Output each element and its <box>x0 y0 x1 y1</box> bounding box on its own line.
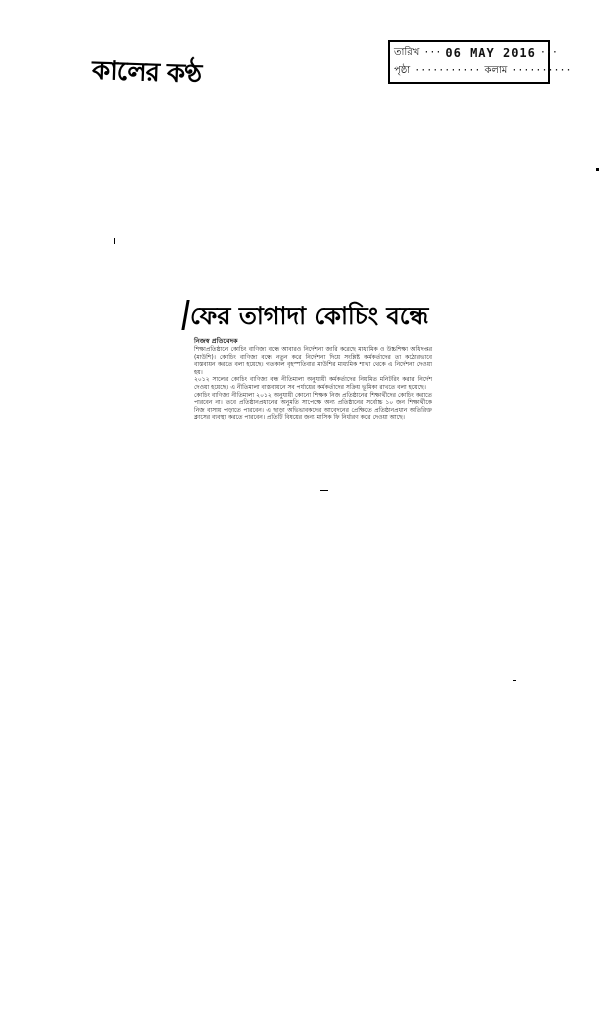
article-headline: ফের তাগাদা কোচিং বন্ধে <box>190 301 429 330</box>
stamp-column-label: কলাম <box>484 65 508 76</box>
clipping-end-mark <box>320 490 328 491</box>
stamp-page-label: পৃষ্ঠা <box>394 65 411 76</box>
stamp-date-value: 06 MAY 2016 <box>445 46 536 60</box>
scan-speck <box>596 168 599 171</box>
article-paragraph: ২০১২ সালের কোচিং বাণিজ্য বন্ধ নীতিমালা অনুযায়ী কর্মকর্তাদের নিয়মিত মনিটরিং করার নির্দেশ দেওয়া হয়েছে। এ নীতিমালা বাস্তবায়নে সব পর্যায়ের কর্মকর্তাদের সক্রিয় ভূমিকা রাখতে বলা হয়েছে। <box>194 376 432 391</box>
scan-speck <box>513 680 516 681</box>
newspaper-masthead: কালের কণ্ঠ <box>91 55 202 90</box>
article-byline: নিজস্ব প্রতিবেদক <box>194 337 238 345</box>
news-clipping <box>180 292 442 490</box>
article-body <box>194 346 432 422</box>
article-paragraph: শিক্ষাপ্রতিষ্ঠানে কোচিং বাণিজ্য বন্ধে আবারও নির্দেশনা জারি করেছে মাধ্যমিক ও উচ্চশিক্ষা অধিদপ্তর (মাউশি)। কোচিং বাণিজ্য বন্ধে নতুন করে নির্দেশনা দিয়ে সংশ্লিষ্ট কর্মকর্তাদের তা কঠোরভাবে বাস্তবায়ন করতে বলা হয়েছে। গতকাল বৃহস্পতিবার মাউশির মাধ্যমিক শাখা থেকে এ নির্দেশনা দেওয়া হয়। <box>194 346 432 376</box>
clipping-date-stamp: তারিখ ··· 06 MAY 2016 ··· পৃষ্ঠা ··········· কলাম ·········· <box>388 40 550 84</box>
article-paragraph: কোচিং বাণিজ্য নীতিমালা ২০১২ অনুযায়ী কোনো শিক্ষক নিজ প্রতিষ্ঠানের শিক্ষার্থীদের কোচিং করাতে পারবেন না। তবে প্রতিষ্ঠানপ্রধানের অনুমতি সাপেক্ষে অন্য প্রতিষ্ঠানের সর্বোচ্চ ১০ জন শিক্ষার্থীকে নিজ বাসায় পড়াতে পারবেন। এ ছাড়া অভিভাবকদের আবেদনের প্রেক্ষিতে প্রতিষ্ঠানপ্রধান অতিরিক্ত ক্লাসের ব্যবস্থা করতে পারবেন। প্রতিটি বিষয়ের জন্য মাসিক ফি নির্ধারণ করে দেওয়া আছে। <box>194 391 432 422</box>
scan-speck <box>114 238 115 244</box>
headline-marker <box>181 300 189 330</box>
stamp-date-label: তারিখ <box>394 47 420 58</box>
